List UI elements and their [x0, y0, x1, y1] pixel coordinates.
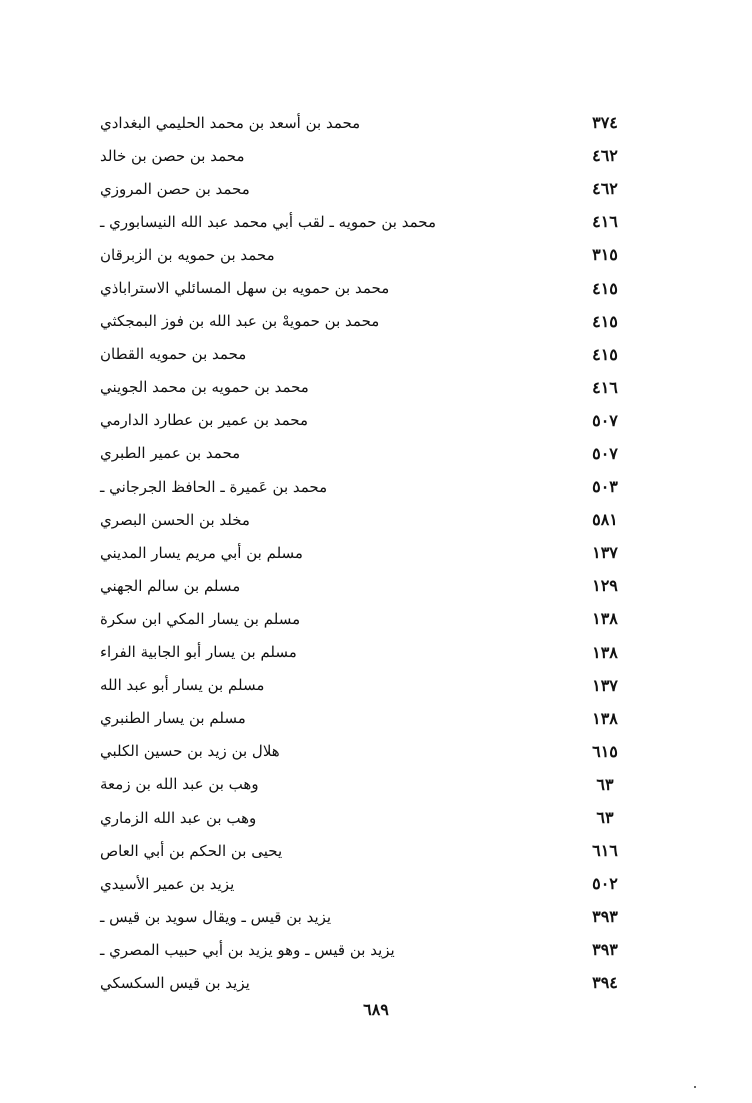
- entry-page: ١٣٨: [592, 609, 618, 629]
- index-entry: [100, 503, 640, 536]
- entry-page: ٣١٥: [592, 245, 618, 265]
- index-entry: [100, 768, 640, 801]
- entry-name: يحيى بن الحكم بن أبي العاص: [100, 841, 283, 860]
- entry-name: محمد بن حصن المروزي: [100, 179, 250, 198]
- entry-name: محمد بن عمير الطبري: [100, 444, 241, 463]
- entry-page: ٤١٥: [592, 311, 618, 331]
- entry-page: ١٢٩: [592, 576, 618, 596]
- index-entry: [100, 669, 640, 702]
- index-entry: [100, 205, 640, 238]
- index-entry: [100, 305, 640, 338]
- index-entry: [100, 338, 640, 371]
- entry-page: ٥٠٢: [592, 874, 618, 894]
- entry-name: محمد بن حصن بن خالد: [100, 146, 245, 165]
- entry-page: ٤٦٢: [592, 146, 618, 166]
- entry-name: مسلم بن يسار أبو الجابية الفراء: [100, 643, 297, 662]
- index-entry: [100, 271, 640, 304]
- entry-name: مسلم بن سالم الجهني: [100, 576, 241, 595]
- index-entry: [100, 735, 640, 768]
- name-index-list: [100, 106, 640, 1000]
- index-entry: [100, 536, 640, 569]
- entry-name: هلال بن زيد بن حسين الكلبي: [100, 742, 280, 761]
- entry-page: ١٣٧: [592, 543, 618, 563]
- page-number: ٦٨٩: [363, 1000, 389, 1019]
- entry-name: محمد بن حمويه القطان: [100, 345, 247, 364]
- index-entry: [100, 139, 640, 172]
- entry-page: ٣٩٣: [592, 907, 618, 927]
- index-entry: [100, 172, 640, 205]
- index-entry: [100, 470, 640, 503]
- index-entry: [100, 106, 640, 139]
- entry-name: يزيد بن قيس ـ ويقال سويد بن قيس ـ: [100, 907, 332, 926]
- entry-name: محمد بن عَميرة ـ الحافظ الجرجاني ـ: [100, 477, 328, 496]
- entry-name: محمد بن حمويه بن الزبرقان: [100, 245, 275, 264]
- index-entry: [100, 867, 640, 900]
- print-speck: [694, 1086, 696, 1088]
- entry-name: مسلم بن يسار أبو عبد الله: [100, 676, 265, 695]
- index-entry: [100, 966, 640, 999]
- index-entry: [100, 900, 640, 933]
- index-entry: [100, 602, 640, 635]
- index-entry: [100, 371, 640, 404]
- index-entry: [100, 801, 640, 834]
- index-entry: [100, 702, 640, 735]
- entry-page: ٤٦٢: [592, 179, 618, 199]
- entry-name: مسلم بن يسار المكي ابن سكرة: [100, 609, 301, 628]
- entry-name: محمد بن أسعد بن محمد الحليمي البغدادي: [100, 113, 361, 132]
- entry-name: محمد بن حمويه ـ لقب أبي محمد عبد الله النيسابوري ـ: [100, 212, 436, 231]
- entry-page: ١٣٨: [592, 642, 618, 662]
- entry-page: ١٣٧: [592, 675, 618, 695]
- entry-page: ٦٣: [596, 808, 614, 828]
- entry-name: مخلد بن الحسن البصري: [100, 510, 250, 529]
- entry-page: ٦١٦: [592, 841, 618, 861]
- entry-name: محمد بن حمويه بن محمد الجويني: [100, 378, 309, 397]
- entry-name: يزيد بن قيس ـ وهو يزيد بن أبي حبيب المصري ـ: [100, 940, 395, 959]
- entry-name: محمد بن عمير بن عطارد الدارمي: [100, 411, 309, 430]
- index-entry: [100, 404, 640, 437]
- index-entry: [100, 569, 640, 602]
- entry-page: ٤١٥: [592, 278, 618, 298]
- entry-name: محمد بن حمويهْ بن عبد الله بن فوز البمجكثي: [100, 312, 380, 331]
- entry-name: يزيد بن عمير الأسيدي: [100, 874, 235, 893]
- entry-page: ٦١٥: [592, 741, 618, 761]
- index-entry: [100, 834, 640, 867]
- entry-name: وهب بن عبد الله الزماري: [100, 808, 257, 827]
- entry-page: ٣٩٤: [592, 973, 618, 993]
- entry-page: ٤١٦: [592, 212, 618, 232]
- entry-page: ٤١٦: [592, 377, 618, 397]
- entry-page: ٥٠٧: [592, 443, 618, 463]
- entry-name: مسلم بن يسار الطنبري: [100, 709, 246, 728]
- entry-page: ١٣٨: [592, 708, 618, 728]
- entry-page: ٥٠٣: [592, 477, 618, 497]
- entry-page: ٥٨١: [592, 510, 618, 530]
- index-entry: [100, 238, 640, 271]
- index-entry: [100, 933, 640, 966]
- entry-name: وهب بن عبد الله بن زمعة: [100, 775, 259, 794]
- index-entry: [100, 636, 640, 669]
- entry-page: ٦٣: [596, 774, 614, 794]
- entry-page: ٣٩٣: [592, 940, 618, 960]
- entry-page: ٤١٥: [592, 344, 618, 364]
- entry-name: يزيد بن قيس السكسكي: [100, 973, 250, 992]
- entry-name: محمد بن حمويه بن سهل المسائلي الاستراباذي: [100, 279, 390, 298]
- entry-name: مسلم بن أبي مريم يسار المديني: [100, 543, 303, 562]
- index-entry: [100, 437, 640, 470]
- entry-page: ٣٧٤: [592, 113, 618, 133]
- entry-page: ٥٠٧: [592, 410, 618, 430]
